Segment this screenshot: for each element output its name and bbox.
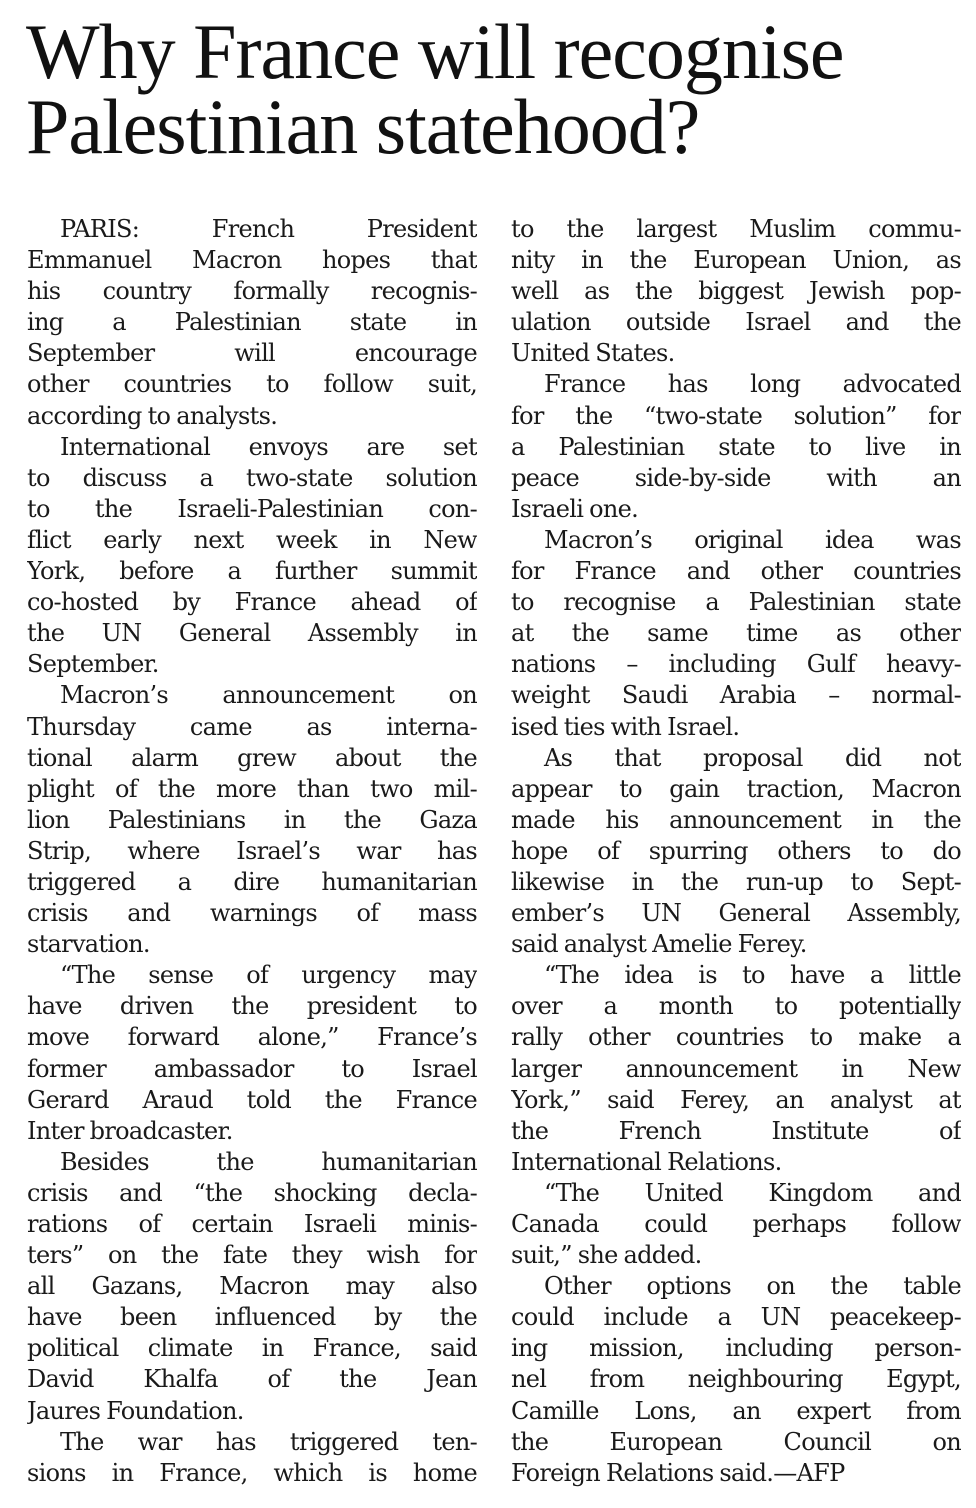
article-line: Macron’s announcement on: [60, 681, 477, 710]
article-line: PARIS: French President: [60, 215, 477, 243]
article-column-left: [27, 214, 477, 1489]
article-line: United States.: [511, 339, 675, 368]
article-line: the UN General Assembly in: [27, 619, 477, 648]
article-line: flict early next week in New: [27, 525, 477, 554]
article-line: International Relations.: [511, 1147, 782, 1176]
article-line: nel from neighbouring Egypt,: [511, 1365, 961, 1394]
article-line: Macron’s original idea was: [544, 525, 961, 554]
article-line: hope of spurring others to do: [511, 836, 961, 865]
article-line: peace side-by-side with an: [511, 463, 961, 492]
article-line: ing mission, including person-: [511, 1334, 961, 1363]
headline: [26, 8, 966, 170]
article-line: to the largest Muslim commu-: [511, 215, 961, 243]
article-line: crisis and “the shocking decla-: [27, 1178, 477, 1207]
article-line: September will encourage: [27, 339, 477, 368]
article-line: The war has triggered ten-: [60, 1427, 477, 1456]
article-column-right: [511, 214, 961, 1489]
article-line: Jaures Foundation.: [27, 1396, 244, 1425]
article-line: move forward alone,” France’s: [27, 1023, 477, 1052]
article-line: the European Council on: [511, 1427, 961, 1456]
article-line: the French Institute of: [511, 1116, 961, 1145]
article-line: “The sense of urgency may: [60, 961, 477, 990]
article-line: Foreign Relations said.—AFP: [511, 1458, 845, 1487]
article-line: tional alarm grew about the: [27, 743, 477, 772]
article-line: lion Palestinians in the Gaza: [27, 805, 477, 834]
article-line: for the “two-state solution” for: [511, 401, 961, 430]
article-line: have driven the president to: [27, 992, 477, 1021]
article-line: Gerard Araud told the France: [27, 1085, 477, 1114]
article-line: over a month to potentially: [511, 992, 961, 1021]
article-line: Besides the humanitarian: [60, 1147, 477, 1176]
article-line: ulation outside Israel and the: [511, 308, 961, 337]
article-line: ised ties with Israel.: [511, 712, 740, 741]
article-line: co-hosted by France ahead of: [27, 588, 477, 617]
article-line: at the same time as other: [511, 619, 961, 648]
article-line: to recognise a Palestinian state: [511, 588, 961, 617]
article-line: As that proposal did not: [544, 743, 961, 772]
article-line: Emmanuel Macron hopes that: [27, 246, 477, 275]
article-line: ters” on the fate they wish for: [27, 1241, 477, 1270]
article-line: Strip, where Israel’s war has: [27, 836, 477, 865]
article-line: rally other countries to make a: [511, 1023, 961, 1052]
article-line: ing a Palestinian state in: [27, 308, 477, 337]
article-line: political climate in France, said: [27, 1334, 477, 1363]
article-line: a Palestinian state to live in: [511, 432, 961, 461]
article-line: sions in France, which is home: [27, 1458, 477, 1487]
article-line: Thursday came as interna-: [27, 712, 477, 741]
article-line: Camille Lons, an expert from: [511, 1396, 961, 1425]
article-line: September.: [27, 650, 159, 679]
article-line: Canada could perhaps follow: [511, 1210, 961, 1238]
headline-line-1: Why France will recognise: [26, 8, 844, 95]
article-line: likewise in the run-up to Sept-: [511, 867, 961, 896]
article-line: former ambassador to Israel: [27, 1054, 477, 1083]
article-line: to the Israeli-Palestinian con-: [27, 494, 477, 523]
article-line: his country formally recognis-: [27, 277, 477, 306]
article-line: International envoys are set: [60, 432, 477, 461]
article-line: “The United Kingdom and: [544, 1178, 961, 1207]
article-line: rations of certain Israeli minis-: [27, 1210, 477, 1238]
article-line: other countries to follow suit,: [27, 370, 477, 399]
headline-line-2: Palestinian statehood?: [26, 83, 700, 170]
article-line: starvation.: [27, 930, 150, 959]
article-line: larger announcement in New: [511, 1054, 961, 1083]
article-line: appear to gain traction, Macron: [511, 774, 961, 803]
article-line: York, before a further summit: [27, 557, 477, 586]
article-line: France has long advocated: [544, 370, 961, 399]
article-line: ember’s UN General Assembly,: [511, 899, 961, 928]
article-line: could include a UN peacekeep-: [511, 1303, 961, 1332]
article-line: all Gazans, Macron may also: [27, 1272, 477, 1301]
article-line: Israeli one.: [511, 494, 639, 523]
article-line: made his announcement in the: [511, 805, 961, 834]
article-line: well as the biggest Jewish pop-: [511, 277, 961, 306]
article-line: have been influenced by the: [27, 1303, 477, 1332]
article-line: York,” said Ferey, an analyst at: [511, 1085, 961, 1114]
article-line: Other options on the table: [544, 1272, 961, 1301]
article-line: David Khalfa of the Jean: [27, 1365, 477, 1394]
article-line: triggered a dire humanitarian: [27, 867, 477, 896]
article-line: according to analysts.: [27, 401, 278, 430]
article-line: nity in the European Union, as: [511, 246, 961, 275]
article-line: for France and other countries: [511, 557, 961, 586]
article-line: suit,” she added.: [511, 1241, 702, 1270]
article-line: crisis and warnings of mass: [27, 899, 477, 928]
article-line: said analyst Amelie Ferey.: [511, 930, 807, 959]
article-line: weight Saudi Arabia – normal-: [511, 681, 961, 710]
article-line: Inter broadcaster.: [27, 1116, 233, 1145]
article-line: “The idea is to have a little: [544, 961, 961, 990]
article-line: nations – including Gulf heavy-: [511, 650, 961, 679]
article-line: plight of the more than two mil-: [27, 774, 477, 803]
article-line: to discuss a two-state solution: [27, 463, 477, 492]
